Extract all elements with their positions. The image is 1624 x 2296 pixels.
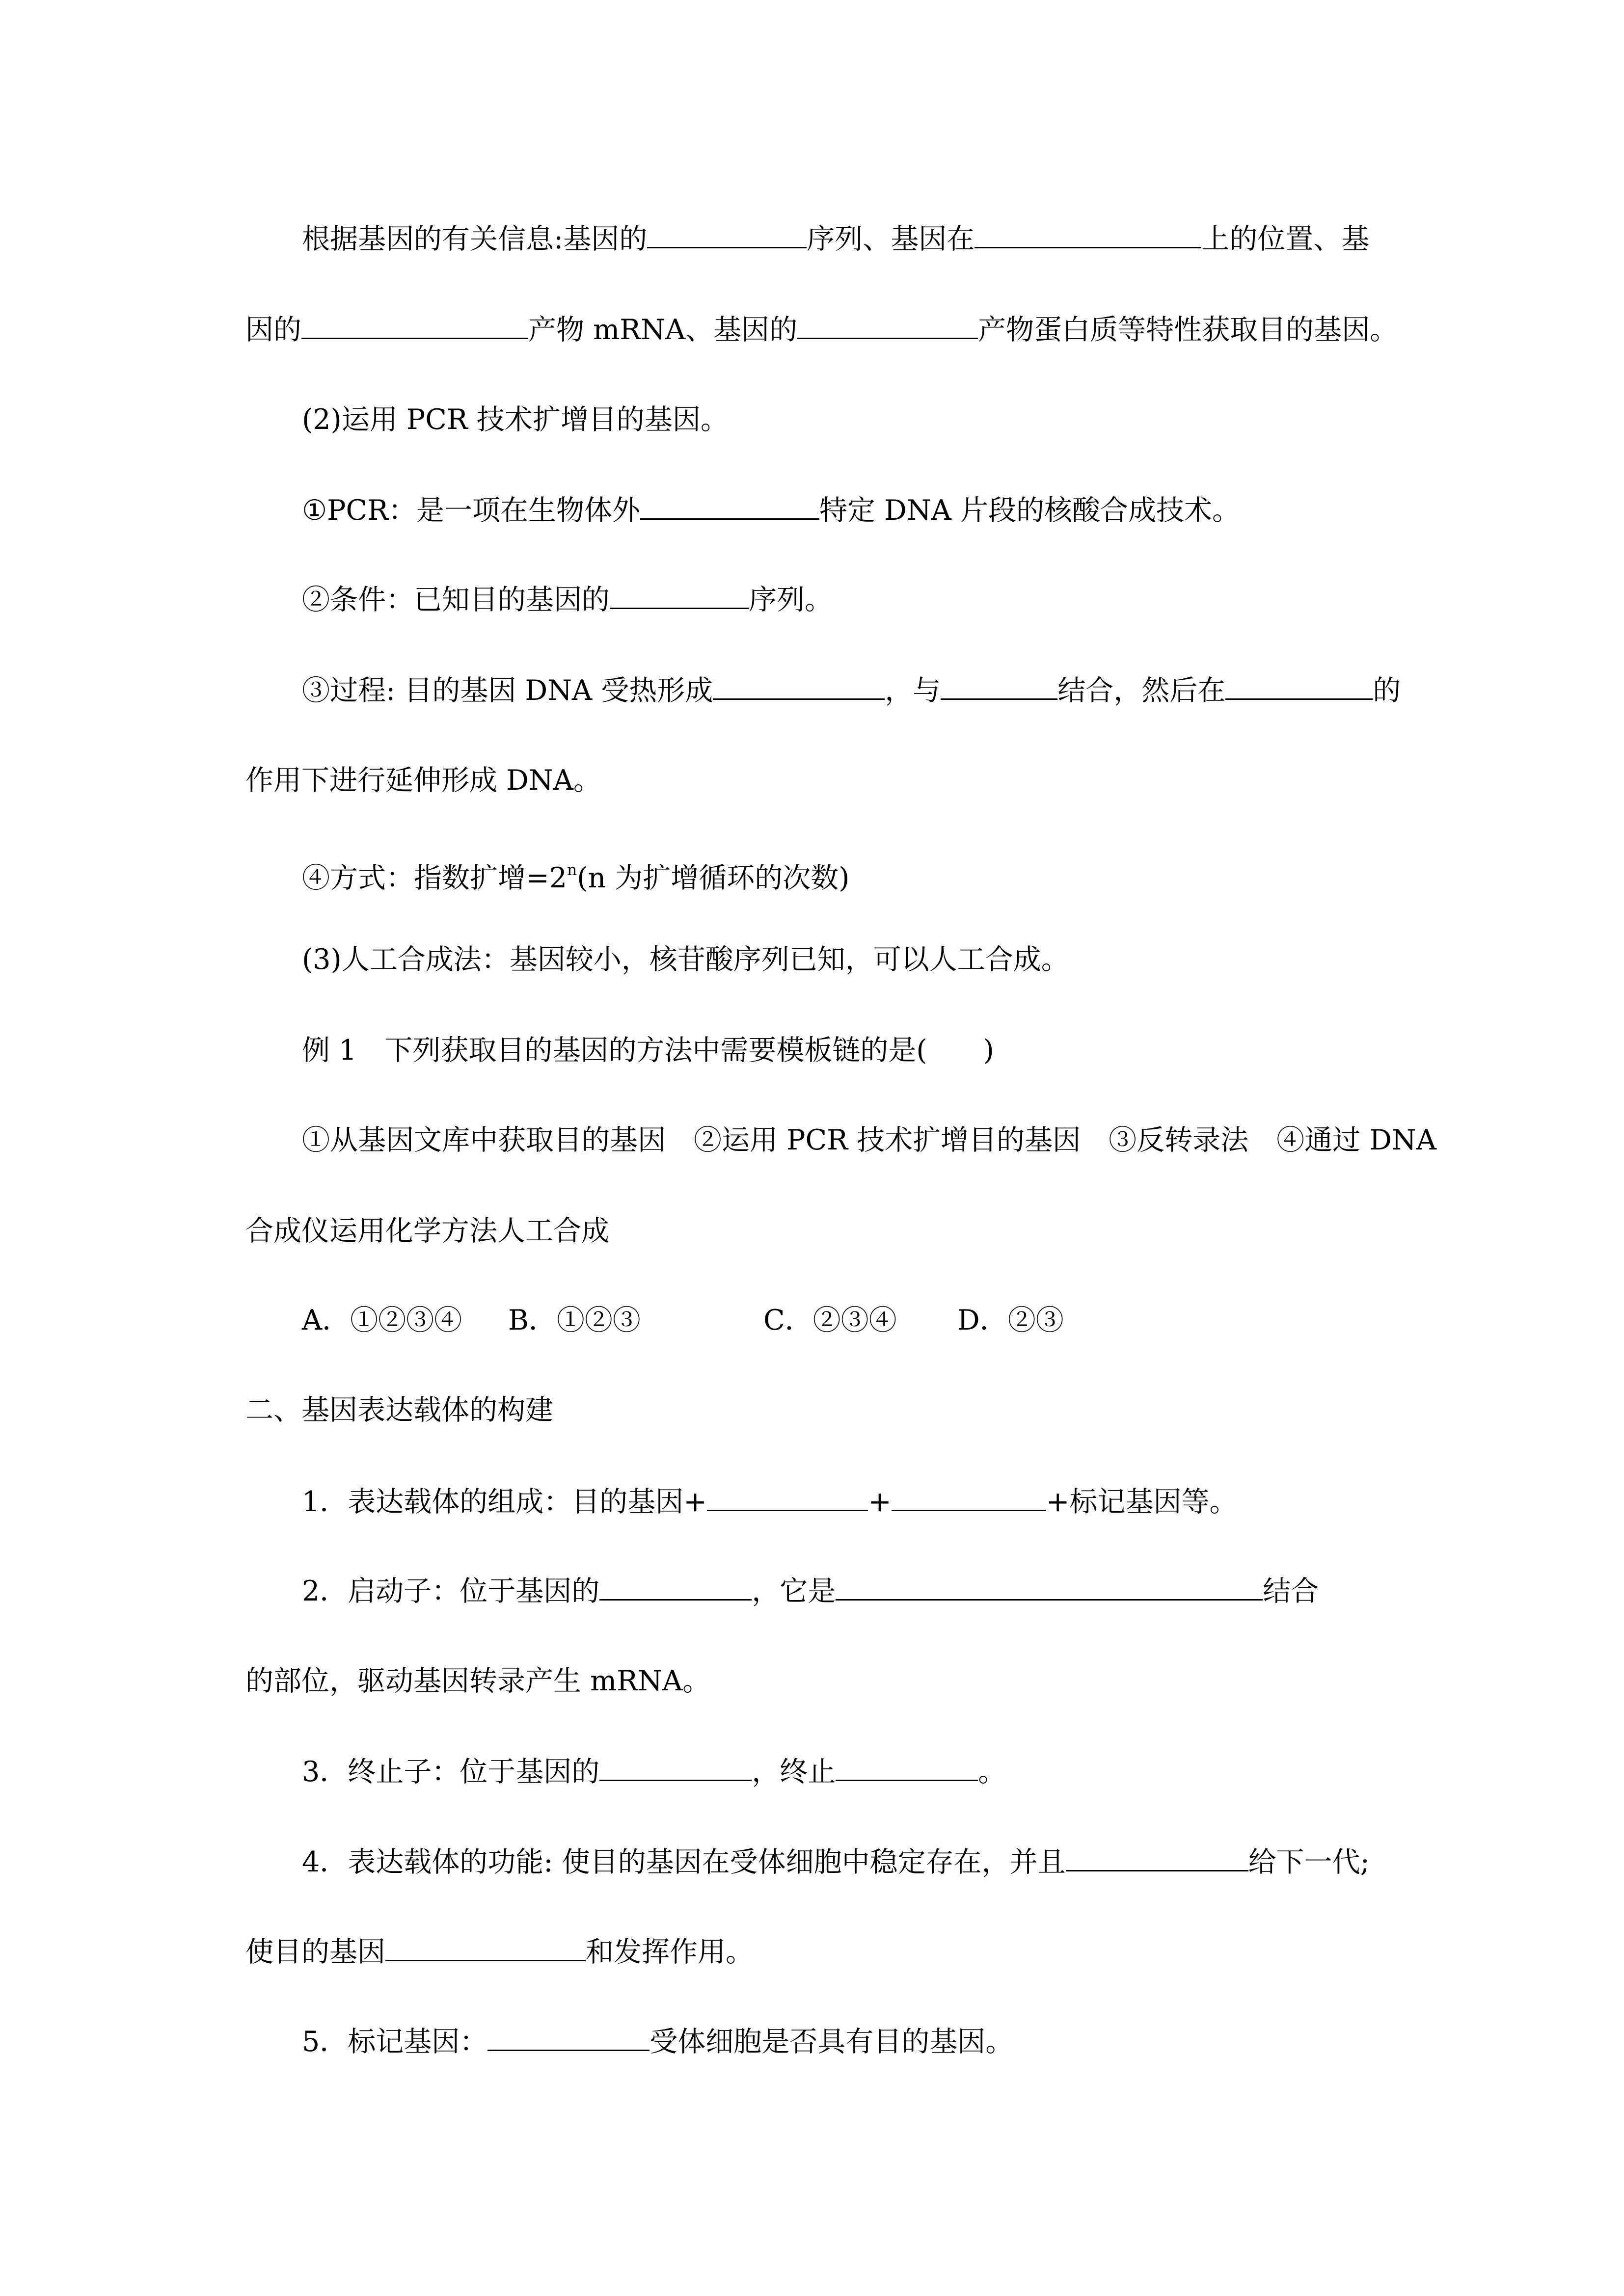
paragraph-line: [245, 1666, 710, 1696]
text: 和发挥作用。: [586, 1936, 754, 1968]
text: +标记基因等。: [1046, 1486, 1238, 1518]
text: 受体细胞是否具有目的基因。: [650, 2026, 1014, 2058]
text: 结合: [1263, 1575, 1319, 1607]
text: 二、基因表达载体的构建: [245, 1394, 553, 1426]
fill-blank[interactable]: [836, 1575, 1263, 1601]
text: 产物蛋白质等特性获取目的基因。: [978, 314, 1398, 346]
section-heading: [245, 1395, 553, 1425]
paragraph-line: [302, 945, 1069, 974]
text: 产物 mRNA、基因的: [528, 314, 798, 346]
text: 序列。: [749, 584, 833, 616]
fill-blank[interactable]: [647, 223, 807, 248]
text: ，与: [885, 674, 941, 707]
text: 上的位置、基: [1201, 223, 1370, 255]
paragraph-line: [302, 584, 833, 614]
text: ，终止: [752, 1756, 836, 1788]
option-a[interactable]: A．①②③④: [302, 1304, 462, 1336]
text: ④方式：指数扩增=2: [302, 862, 568, 895]
text: 1．表达载体的组成：目的基因+: [302, 1486, 707, 1518]
text: ③过程: 目的基因 DNA 受热形成: [302, 674, 713, 707]
paragraph-line: [302, 495, 1240, 525]
text: 使目的基因: [245, 1936, 385, 1968]
text: 2．启动子：位于基因的: [302, 1575, 600, 1607]
paragraph-line: [302, 223, 1369, 254]
fill-blank[interactable]: [941, 675, 1057, 700]
text: 给下一代;: [1248, 1846, 1370, 1878]
fill-blank[interactable]: [1066, 1846, 1248, 1871]
text: 5．标记基因：: [302, 2026, 488, 2058]
fill-blank[interactable]: [385, 1936, 586, 1961]
text: 作用下进行延伸形成 DNA。: [245, 764, 601, 797]
paragraph-line: [302, 1846, 1370, 1877]
fill-blank[interactable]: [836, 1756, 978, 1781]
text: 的部位，驱动基因转录产生 mRNA。: [245, 1665, 711, 1697]
option-b[interactable]: B．①②③: [508, 1304, 641, 1336]
fill-blank[interactable]: [974, 223, 1201, 248]
text: 根据基因的有关信息:基因的: [302, 223, 648, 255]
text: ①从基因文库中获取目的基因 ②运用 PCR 技术扩增目的基因 ③反转录法 ④通过 DNA: [302, 1124, 1436, 1156]
paragraph-line: [302, 675, 1401, 705]
paragraph-line: [302, 2026, 1013, 2056]
paragraph-line: [245, 1216, 609, 1246]
text: +: [868, 1486, 892, 1518]
option-d[interactable]: D．②③: [957, 1304, 1064, 1336]
fill-blank[interactable]: [892, 1486, 1046, 1511]
paragraph-line: [245, 1936, 754, 1967]
text: (n 为扩增循环的次数): [577, 862, 850, 895]
question-stem: [302, 1036, 994, 1065]
text: 合成仪运用化学方法人工合成: [245, 1215, 609, 1247]
fill-blank[interactable]: [599, 1756, 752, 1781]
text: ，它是: [752, 1575, 836, 1607]
paragraph-line: [245, 314, 1398, 345]
paragraph-line: [302, 1486, 1238, 1517]
text: 结合，然后在: [1057, 674, 1226, 707]
text: 的: [1373, 674, 1401, 707]
paragraph-line: [302, 1125, 1436, 1155]
text: 特定 DNA 片段的核酸合成技术。: [819, 494, 1240, 527]
fill-blank[interactable]: [713, 675, 885, 700]
paragraph-line: [302, 1756, 1006, 1787]
fill-blank[interactable]: [797, 314, 978, 339]
fill-blank[interactable]: [640, 495, 819, 520]
text: (2)运用 PCR 技术扩增目的基因。: [302, 403, 729, 436]
option-c[interactable]: C．②③④: [763, 1304, 897, 1336]
fill-blank[interactable]: [1225, 675, 1373, 700]
paragraph-line: [302, 1575, 1319, 1606]
fill-blank[interactable]: [707, 1486, 868, 1511]
text: ②条件：已知目的基因的: [302, 584, 610, 616]
text: 。: [978, 1756, 1006, 1788]
paragraph-line: [245, 766, 601, 795]
text: 4．表达载体的功能: 使目的基因在受体细胞中稳定存在，并且: [302, 1846, 1066, 1878]
text: (3)人工合成法：基因较小，核苷酸序列已知，可以人工合成。: [302, 943, 1069, 976]
text: 例 1 下列获取目的基因的方法中需要模板链的是( ): [302, 1034, 994, 1067]
fill-blank[interactable]: [610, 584, 749, 609]
fill-blank[interactable]: [599, 1575, 752, 1601]
paragraph-line: [302, 405, 729, 434]
superscript: n: [567, 861, 577, 879]
text: 3．终止子：位于基因的: [302, 1756, 600, 1788]
text: 序列、基因在: [807, 223, 975, 255]
paragraph-line: [302, 855, 850, 893]
fill-blank[interactable]: [487, 2026, 650, 2051]
fill-blank[interactable]: [301, 314, 528, 339]
text: 因的: [245, 314, 301, 346]
text: ①PCR：是一项在生物体外: [302, 494, 640, 527]
